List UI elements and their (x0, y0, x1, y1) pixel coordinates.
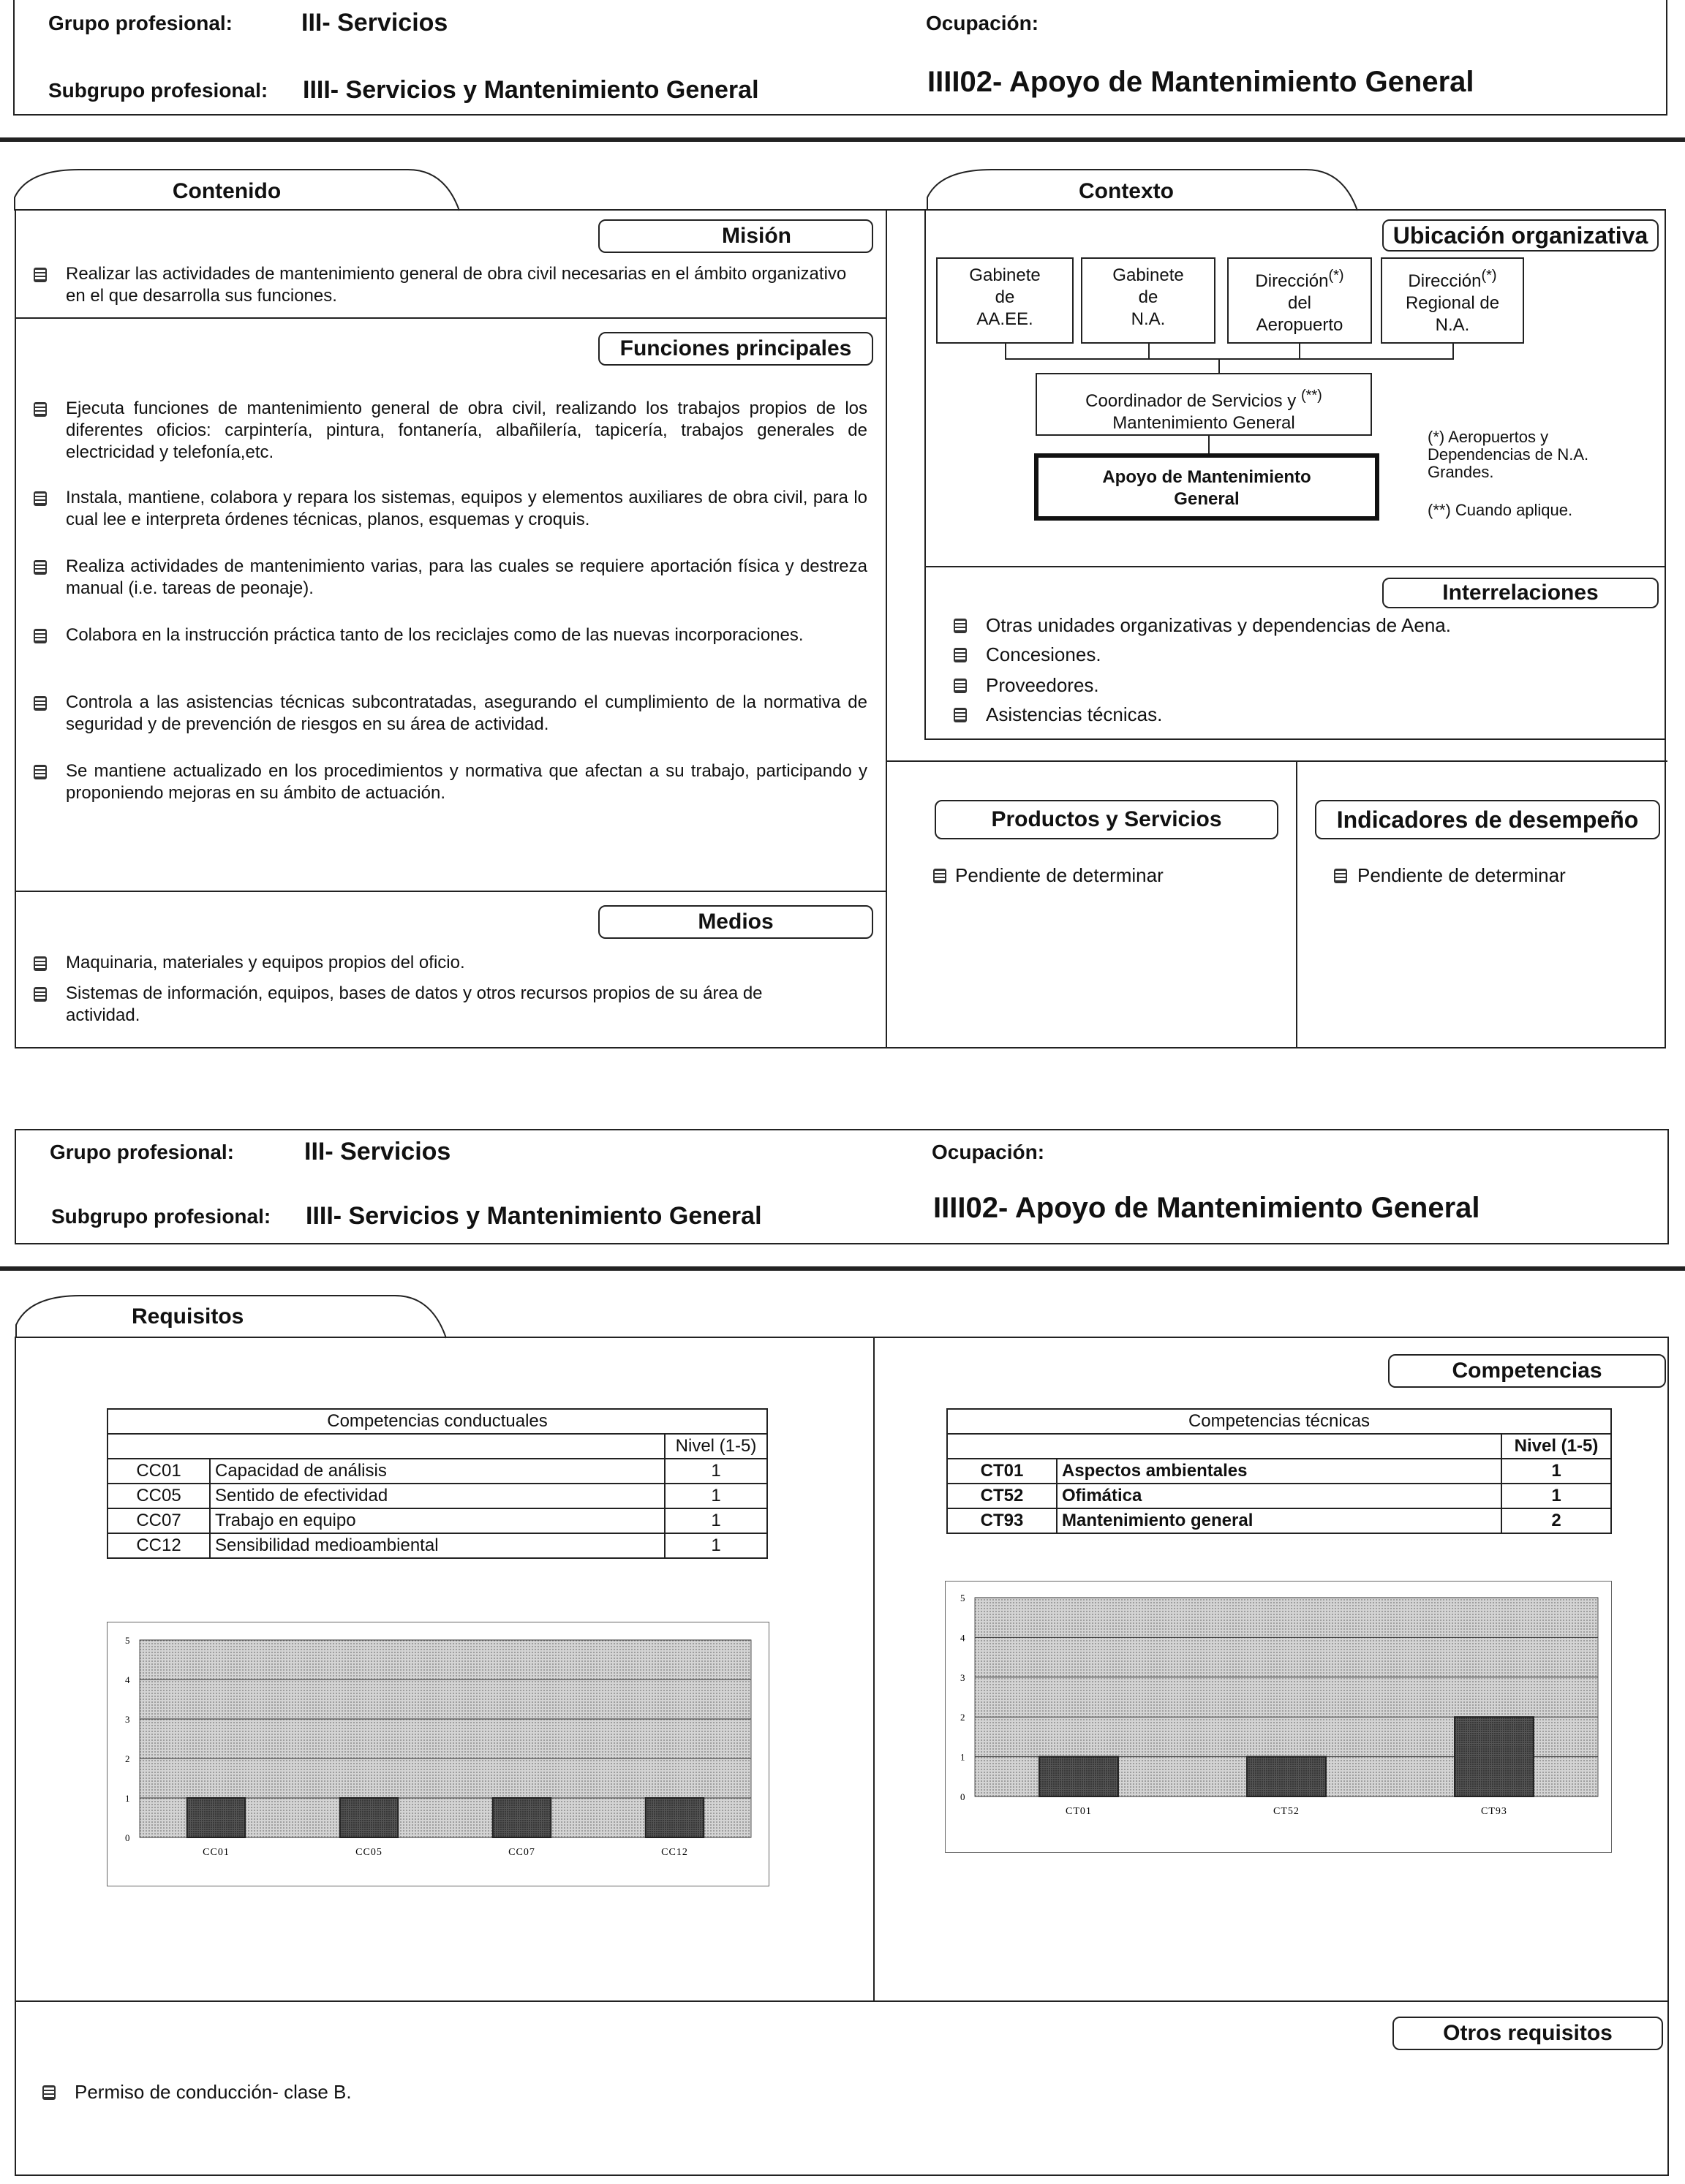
bar-CC01 (187, 1798, 245, 1837)
bullet-icon (34, 560, 47, 575)
org-connector (1148, 344, 1150, 358)
y-tick-label: 0 (960, 1791, 965, 1802)
funcion-text: Colabora en la instrucción práctica tanto de los reciclajes como de las nuevas incorporaciones. (66, 625, 804, 645)
y-tick-label: 2 (960, 1712, 965, 1723)
bullet-icon (34, 402, 47, 417)
org-note-1: (*) Aeropuertos y Dependencias de N.A. Grandes. (1428, 428, 1589, 481)
subgrupo-label: Subgrupo profesional: (48, 79, 268, 102)
org-connector (1005, 344, 1006, 358)
funcion-item-3 (34, 556, 867, 600)
interrelacion-item-3 (954, 674, 1656, 696)
funcion-item-6 (34, 760, 867, 804)
table-row: CT93 Mantenimiento general 2 (947, 1508, 1611, 1533)
x-tick-label: CC01 (203, 1847, 230, 1858)
funcion-item-5 (34, 692, 867, 736)
bullet-icon (954, 648, 967, 662)
table-row: CC12 Sensibilidad medioambiental 1 (108, 1533, 767, 1558)
x-tick-label: CC07 (508, 1847, 535, 1858)
table-row: CC05 Sentido de efectividad 1 (108, 1484, 767, 1508)
table-row: CC01 Capacidad de análisis 1 (108, 1459, 767, 1484)
bullet-icon (34, 629, 47, 643)
tecnicas-table (946, 1408, 1612, 1534)
funcion-item-1 (34, 398, 867, 464)
subgrupo-value-2: IIII- Servicios y Mantenimiento General (306, 1202, 762, 1230)
subgrupo-value: IIII- Servicios y Mantenimiento General (303, 76, 759, 104)
grupo-value-2: III- Servicios (304, 1138, 451, 1165)
medio-text: Sistemas de información, equipos, bases de datos y otros recursos propios de su área de actividad. (66, 983, 763, 1025)
y-tick-label: 5 (960, 1592, 965, 1603)
interrelacion-item-1 (954, 614, 1656, 636)
funcion-text: Realiza actividades de mantenimiento varias, para las cuales se requiere aportación física y destreza manual (i.e. tareas de peonaje). (66, 556, 867, 598)
productos-text: Pendiente de determinar (955, 864, 1164, 886)
org-note-2: (**) Cuando aplique. (1428, 501, 1573, 519)
interrelacion-text: Concesiones. (986, 643, 1101, 665)
otros-item (42, 2081, 920, 2103)
table-row: CT01 Aspectos ambientales 1 (947, 1459, 1611, 1484)
bullet-icon (34, 268, 47, 282)
mision-item (34, 263, 867, 307)
y-tick-label: 1 (125, 1793, 130, 1804)
bar-CC05 (340, 1798, 398, 1837)
productos-separator (886, 760, 1667, 762)
contexto-tab-label: Contexto (1079, 179, 1174, 203)
org-connector (1299, 344, 1300, 358)
bar-CC12 (646, 1798, 704, 1837)
medio-text: Maquinaria, materiales y equipos propios del oficio. (66, 953, 465, 972)
y-tick-label: 1 (960, 1751, 965, 1763)
otros-text: Permiso de conducción- clase B. (75, 2081, 352, 2103)
y-tick-label: 4 (960, 1632, 965, 1644)
interrelacion-text: Proveedores. (986, 674, 1099, 696)
productos-item (933, 864, 1284, 886)
nivel-label: Nivel (1-5) (665, 1434, 767, 1459)
productos-divider (1296, 760, 1297, 1048)
ubicacion-title: Ubicación organizativa (1382, 219, 1659, 252)
y-tick-label: 3 (125, 1714, 130, 1725)
upper-divider (886, 209, 887, 1048)
ocupacion-value-2: IIII02- Apoyo de Mantenimiento General (933, 1192, 1480, 1224)
competencias-title: Competencias (1388, 1354, 1666, 1388)
funciones-title: Funciones principales (598, 332, 873, 366)
bullet-icon (34, 987, 47, 1002)
bullet-icon (42, 2085, 56, 2100)
bullet-icon (954, 708, 967, 722)
bullet-icon (34, 765, 47, 779)
conductuales-chart-svg (108, 1622, 770, 1887)
x-tick-label: CT52 (1273, 1806, 1300, 1817)
header-rule-1 (0, 137, 1685, 142)
funciones-separator (15, 891, 886, 892)
requisitos-tab-label: Requisitos (132, 1304, 244, 1329)
x-tick-label: CT93 (1481, 1806, 1507, 1817)
interrelacion-text: Asistencias técnicas. (986, 703, 1163, 725)
org-connector (1208, 436, 1210, 453)
medio-item-1 (34, 952, 867, 974)
x-tick-label: CT01 (1066, 1806, 1092, 1817)
interrelacion-item-2 (954, 643, 1656, 665)
header-rule-2 (0, 1266, 1685, 1271)
conductuales-chart (107, 1622, 769, 1886)
contenido-tab-label: Contenido (172, 179, 282, 203)
bullet-icon (933, 869, 946, 883)
grupo-label: Grupo profesional: (48, 12, 233, 34)
bar-CT52 (1247, 1757, 1326, 1796)
bullet-icon (1334, 869, 1347, 883)
org-box-coordinador: Coordinador de Servicios y (**) Mantenimiento General (1036, 373, 1372, 436)
ocupacion-label: Ocupación: (926, 12, 1039, 34)
indicadores-title: Indicadores de desempeño (1315, 800, 1660, 839)
table-row: CT52 Ofimática 1 (947, 1484, 1611, 1508)
bullet-icon (34, 696, 47, 711)
mision-title: Misión (598, 219, 873, 253)
org-box-apoyo: Apoyo de Mantenimiento General (1034, 453, 1379, 521)
productos-title: Productos y Servicios (935, 800, 1278, 839)
ubicacion-separator (924, 566, 1666, 567)
subgrupo-label-2: Subgrupo profesional: (51, 1205, 271, 1228)
otros-title: Otros requisitos (1392, 2017, 1663, 2050)
funcion-text: Ejecuta funciones de mantenimiento general de obra civil, realizando los trabajos propios de los diferentes oficios: carpintería, pintura, fontanería, albañilería, tapicería, trabajos generales de electricidad y telefonía,etc. (66, 398, 867, 462)
indicadores-item (1334, 864, 1656, 886)
bullet-icon (34, 491, 47, 506)
org-box-direccion-aeropuerto: Dirección(*) del Aeropuerto (1227, 257, 1372, 344)
tecnicas-chart (945, 1581, 1612, 1853)
y-tick-label: 5 (125, 1635, 130, 1646)
bar-CT01 (1039, 1757, 1118, 1796)
tecnicas-chart-svg (946, 1582, 1613, 1854)
indicadores-text: Pendiente de determinar (1357, 864, 1566, 886)
ocupacion-label-2: Ocupación: (932, 1141, 1045, 1163)
interrelacion-text: Otras unidades organizativas y dependencias de Aena. (986, 614, 1451, 636)
funcion-text: Instala, mantiene, colabora y repara los sistemas, equipos y elementos auxiliares de obra civil, para lo cual lee e interpreta órdenes técnicas, planos, esquemas y croquis. (66, 488, 867, 529)
org-connector (1005, 358, 1454, 360)
bar-CC07 (493, 1798, 551, 1837)
tecnicas-title: Competencias técnicas (947, 1409, 1611, 1434)
funcion-item-4 (34, 624, 867, 646)
requisitos-divider (873, 1337, 875, 2002)
otros-separator (15, 2000, 1669, 2002)
conductuales-title: Competencias conductuales (108, 1409, 767, 1434)
bullet-icon (954, 679, 967, 693)
x-tick-label: CC05 (355, 1847, 382, 1858)
x-tick-label: CC12 (661, 1847, 688, 1858)
org-box-gabinete-na: Gabinete de N.A. (1081, 257, 1215, 344)
grupo-label-2: Grupo profesional: (50, 1141, 234, 1163)
conductuales-table (107, 1408, 768, 1559)
funcion-text: Controla a las asistencias técnicas subcontratadas, asegurando el cumplimiento de la normativa de seguridad y de prevención de riesgos en su área de actividad. (66, 692, 867, 734)
bullet-icon (34, 956, 47, 971)
y-tick-label: 0 (125, 1832, 130, 1843)
grupo-value: III- Servicios (301, 9, 448, 37)
medios-title: Medios (598, 905, 873, 939)
mision-separator (15, 317, 886, 319)
org-box-gabinete-aaee: Gabinete de AA.EE. (936, 257, 1074, 344)
interrelacion-item-4 (954, 703, 1656, 725)
y-tick-label: 3 (960, 1671, 965, 1683)
y-tick-label: 4 (125, 1674, 130, 1685)
org-connector (1452, 344, 1454, 358)
org-connector (1218, 358, 1220, 373)
mision-text: Realizar las actividades de mantenimiento general de obra civil necesarias en el ámbito organizativo en el que desarrolla sus funciones. (66, 264, 847, 306)
table-row: CC07 Trabajo en equipo 1 (108, 1508, 767, 1533)
medio-item-2 (34, 983, 838, 1027)
funcion-text: Se mantiene actualizado en los procedimientos y normativa que afectan a su trabajo, participando y proponiendo mejoras en su ámbito de actuación. (66, 761, 867, 803)
nivel-label-2: Nivel (1-5) (1501, 1434, 1611, 1459)
interrelaciones-title: Interrelaciones (1382, 578, 1659, 608)
y-tick-label: 2 (125, 1753, 130, 1764)
bar-CT93 (1455, 1717, 1534, 1796)
bullet-icon (954, 619, 967, 633)
ocupacion-value: IIII02- Apoyo de Mantenimiento General (927, 66, 1474, 98)
org-box-direccion-regional: Dirección(*) Regional de N.A. (1381, 257, 1524, 344)
funcion-item-2 (34, 487, 867, 531)
